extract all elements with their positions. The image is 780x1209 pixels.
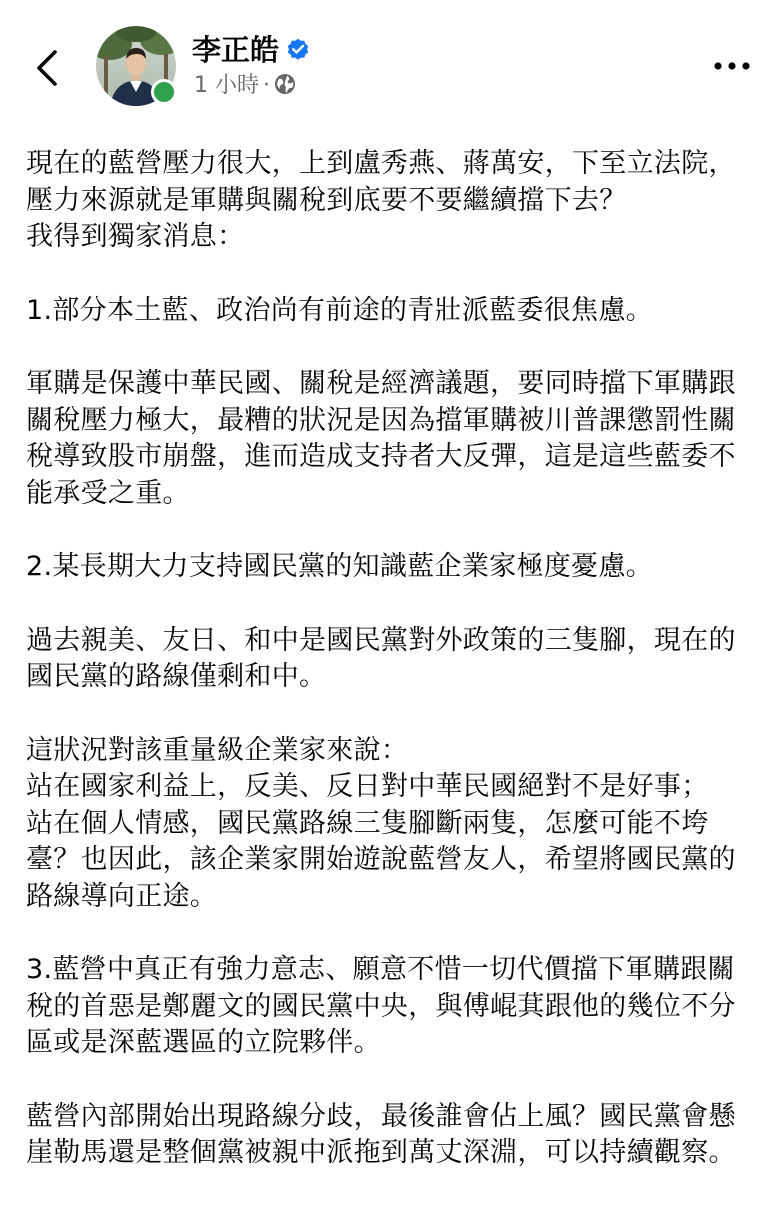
globe-icon[interactable]: [274, 73, 296, 95]
post-paragraph: [26, 366, 758, 512]
post-text-line: 藍營內部開始出現路線分歧，最後誰會佔上風？國民黨會懸崖勒馬還是整個黨被親中派拖到萬丈深淵，可以持續觀察。: [26, 1100, 736, 1168]
post-text-line: 過去親美、友日、和中是國民黨對外政策的三隻腳，現在的國民黨的路線僅剩和中。: [26, 624, 736, 692]
post-text-line: 2.某長期大力支持國民黨的知識藍企業家極度憂慮。: [26, 551, 653, 582]
post-paragraph: [26, 146, 758, 256]
more-options-button[interactable]: [712, 56, 752, 76]
post-paragraph: [26, 952, 758, 1062]
post-text-line: 現在的藍營壓力很大，上到盧秀燕、蔣萬安，下至立法院，壓力來源就是軍購與關稅到底要不要繼續擋下去？: [26, 148, 736, 216]
back-button[interactable]: [28, 44, 68, 92]
post-header: [0, 0, 780, 120]
post-text-line: 站在個人情感，國民黨路線三隻腳斷兩隻，怎麼可能不垮臺？也因此，該企業家開始遊說藍營友人，希望將國民黨的路線導向正途。: [26, 807, 736, 912]
chevron-left-icon: [28, 44, 68, 92]
post-text-line: 這狀況對該重量級企業家來說：: [26, 734, 409, 766]
author-name[interactable]: [192, 32, 311, 68]
post-text-line: 我得到獨家消息：: [26, 221, 245, 252]
post-body: [26, 146, 758, 1209]
post-text-line: 軍購是保護中華民國、關稅是經濟議題，要同時擋下軍購跟關稅壓力極大，最糟的狀況是因為擋軍購被川普課懲罰性關稅導致股市崩盤，進而造成支持者大反彈，這是這些藍委不能承受之重。: [26, 368, 736, 509]
post-meta: [194, 72, 296, 100]
post-text-line: 3.藍營中真正有強力意志、願意不惜一切代價擋下軍購跟關稅的首惡是鄭麗文的國民黨中央，與傅崐萁跟他的幾位不分區或是深藍選區的立院夥伴。: [26, 954, 736, 1058]
author-avatar[interactable]: [96, 26, 176, 106]
verified-badge-icon: [285, 36, 311, 62]
more-horizontal-icon: [712, 56, 752, 76]
post-paragraph: [26, 293, 758, 330]
post-paragraph: [26, 733, 758, 916]
post-paragraph: [26, 549, 758, 586]
online-status-indicator: [151, 79, 177, 105]
author-name-label: 李正皓: [192, 33, 280, 67]
post-time[interactable]: 1 小時: [194, 73, 259, 98]
post-text-line: 站在國家利益上，反美、反日對中華民國絕對不是好事；: [26, 771, 709, 802]
meta-separator: ·: [263, 73, 270, 98]
post-text-line: 1.部分本土藍、政治尚有前途的青壯派藍委很焦慮。: [26, 294, 653, 326]
post-paragraph: [26, 1099, 758, 1172]
post-paragraph: [26, 623, 758, 696]
